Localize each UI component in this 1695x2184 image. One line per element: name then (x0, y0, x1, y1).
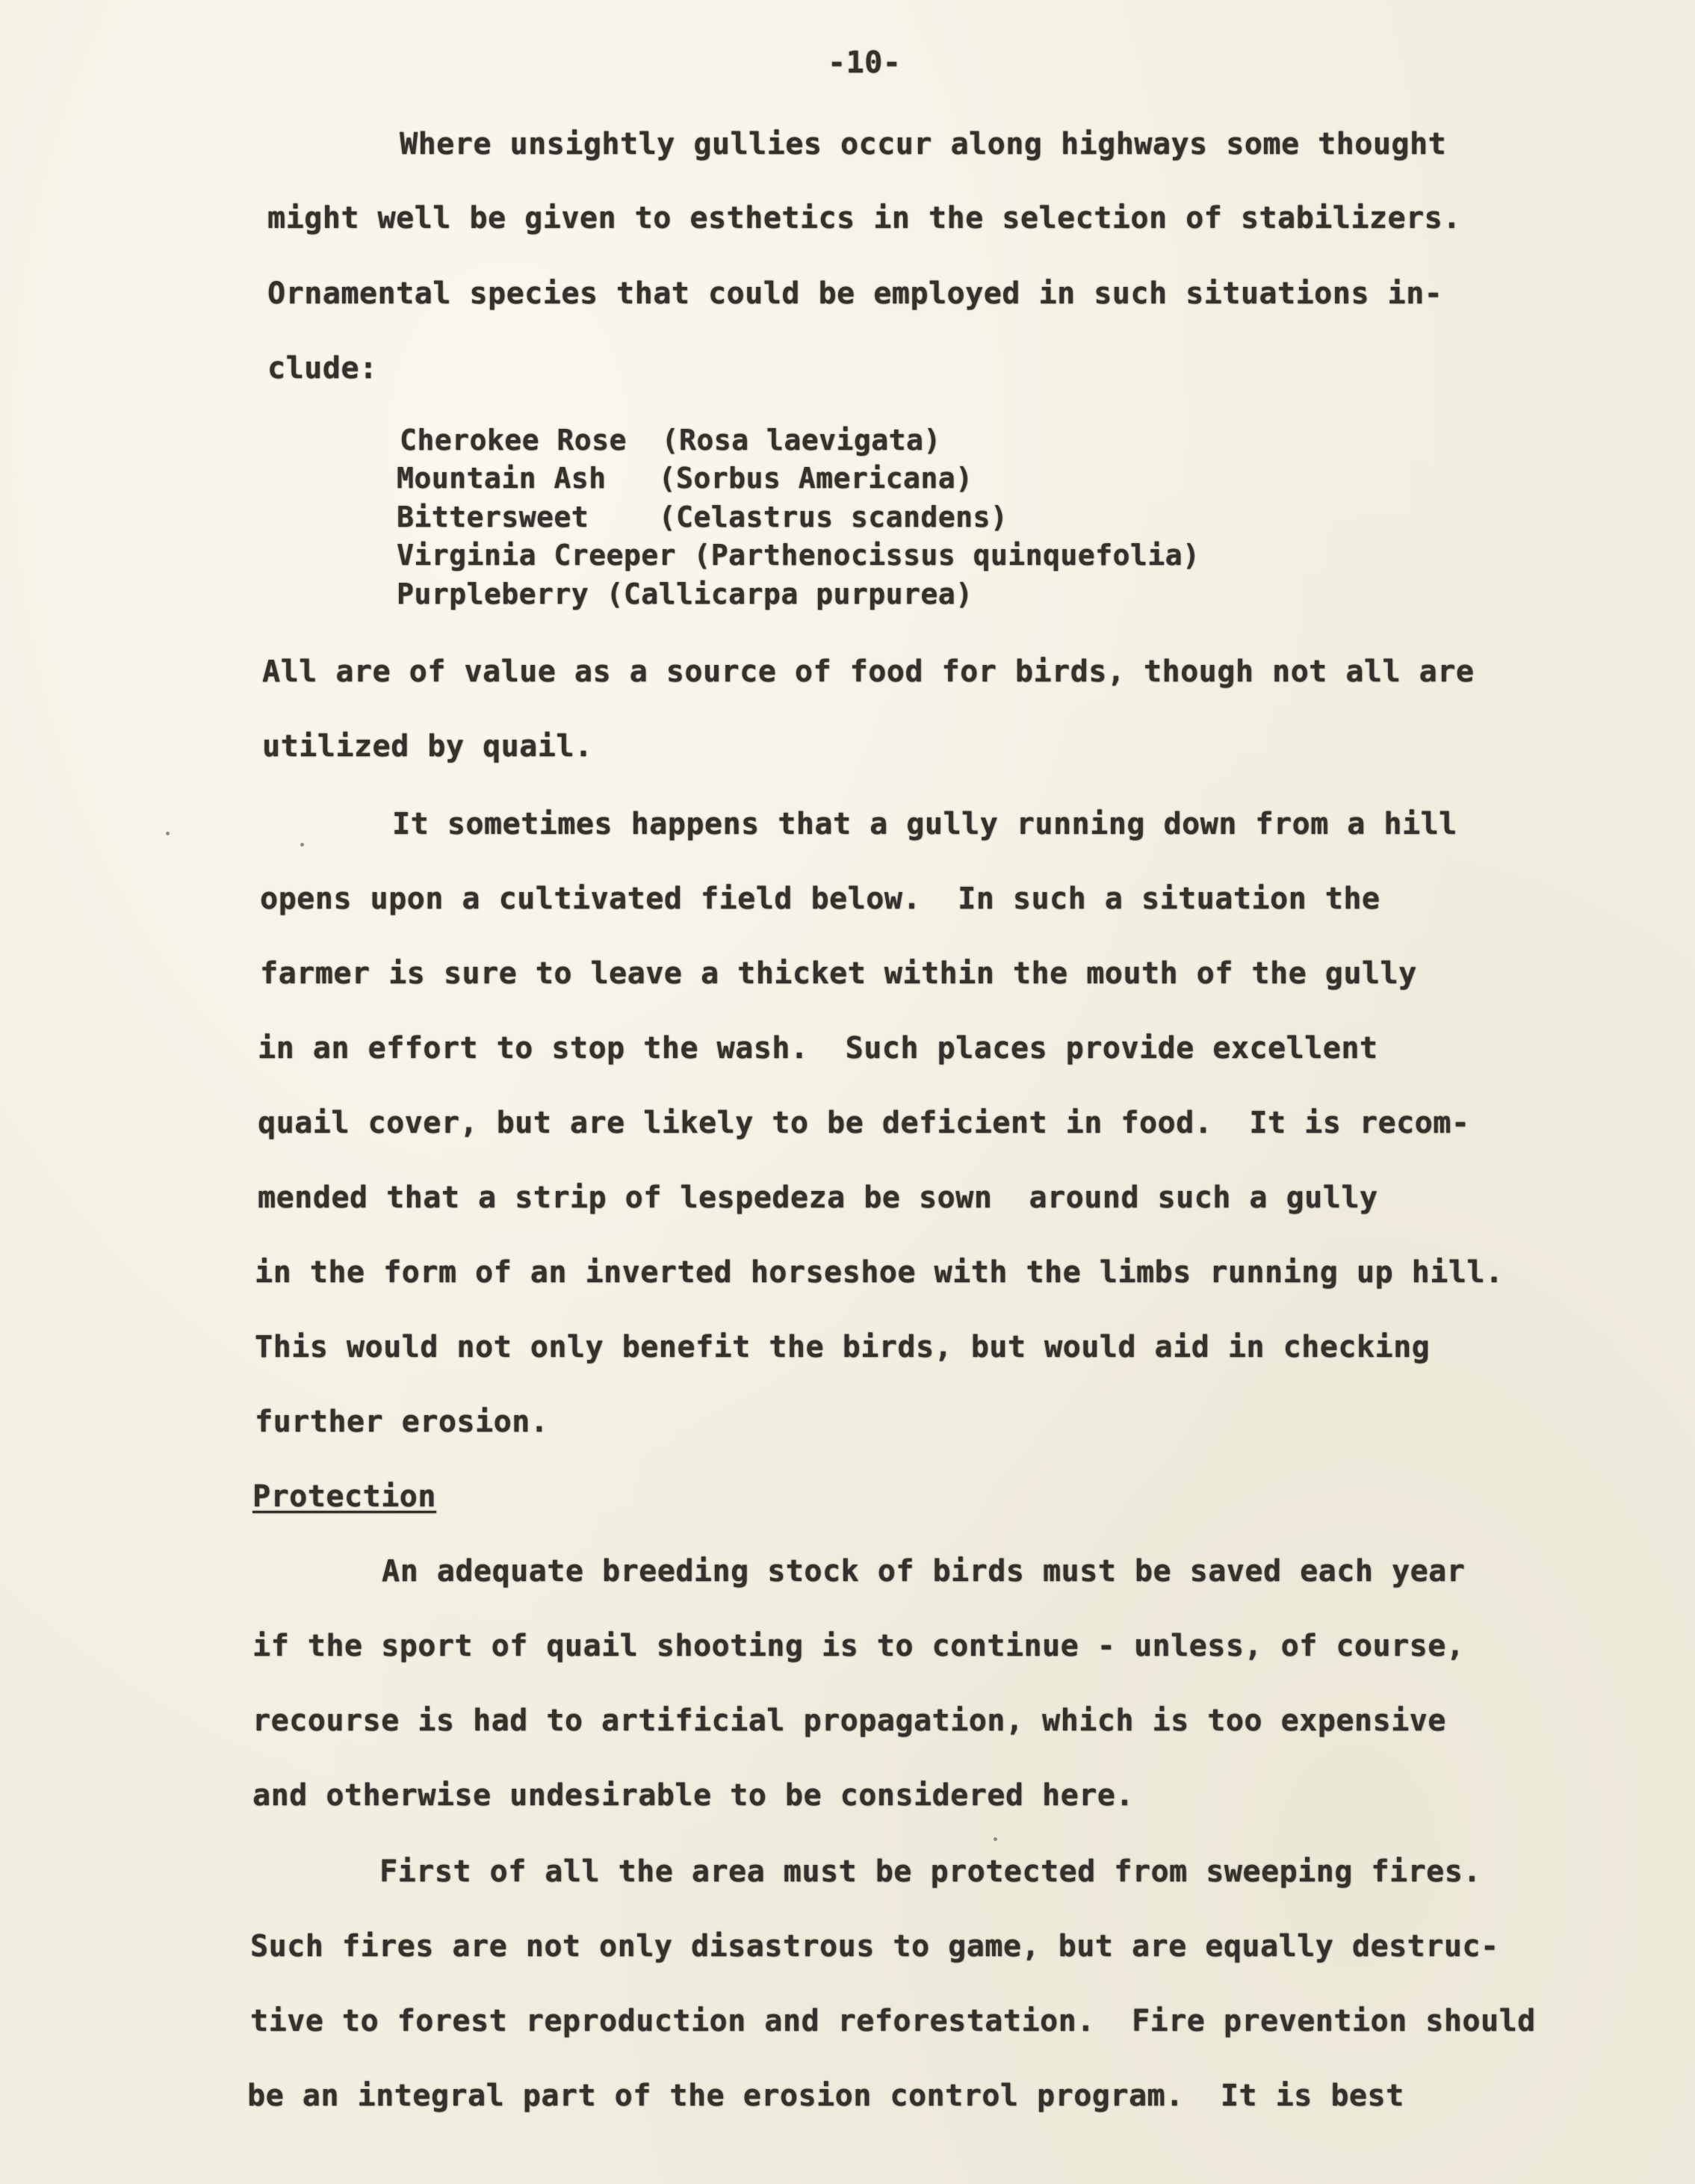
paragraph-1-line-2: might well be given to esthetics in the selection of stabilizers. (267, 201, 1461, 235)
paragraph-3-line-4: in an effort to stop the wash. Such places provide excellent (258, 1031, 1378, 1065)
species-item: Cherokee Rose (Rosa laevigata) (400, 424, 941, 457)
section-heading: Protection (252, 1479, 436, 1514)
paragraph-1-line-4: clude: (267, 351, 378, 386)
paragraph-5-line-3: tive to forest reproduction and reforestation. Fire prevention should (250, 2004, 1536, 2038)
paragraph-4-line-2: if the sport of quail shooting is to continue - unless, of course, (252, 1629, 1465, 1663)
paragraph-5-line-1: First of all the area must be protected from sweeping fires. (379, 1854, 1481, 1889)
paragraph-3-line-7: in the form of an inverted horseshoe with the limbs running up hill. (255, 1255, 1504, 1290)
paragraph-4-line-3: recourse is had to artificial propagation, which is too expensive (252, 1704, 1446, 1738)
species-item: Mountain Ash (Sorbus Americana) (397, 462, 973, 495)
paragraph-2-line-2: utilized by quail. (262, 729, 593, 764)
paragraph-4-line-1: An adequate breeding stock of birds must be saved each year (382, 1554, 1466, 1588)
paragraph-5-line-4: be an integral part of the erosion control program. It is best (247, 2079, 1404, 2113)
paragraph-1-line-1: Where unsightly gullies occur along highways some thought (400, 127, 1447, 161)
ink-speck (300, 843, 304, 847)
ink-speck (994, 1837, 997, 1841)
paragraph-3-line-3: farmer is sure to leave a thicket within the mouth of the gully (260, 956, 1417, 991)
ink-speck (166, 832, 170, 835)
species-item: Virginia Creeper (Parthenocissus quinquefolia) (397, 539, 1200, 572)
paragraph-5-line-2: Such fires are not only disastrous to game, but are equally destruc- (250, 1929, 1499, 1964)
species-item: Bittersweet (Celastrus scandens) (397, 501, 1008, 533)
paragraph-4-line-4: and otherwise undesirable to be considered here. (252, 1778, 1134, 1813)
paragraph-3-line-9: further erosion. (255, 1405, 549, 1439)
paragraph-3-line-1: It sometimes happens that a gully running down from a hill (392, 807, 1457, 841)
paragraph-2-line-1: All are of value as a source of food for birds, though not all are (262, 655, 1475, 689)
page-number: -10- (828, 46, 902, 80)
paragraph-3-line-2: opens upon a cultivated field below. In such a situation the (260, 882, 1381, 916)
paragraph-3-line-8: This would not only benefit the birds, but would aid in checking (255, 1330, 1431, 1364)
paragraph-3-line-6: mended that a strip of lespedeza be sown around such a gully (258, 1181, 1378, 1215)
paragraph-3-line-5: quail cover, but are likely to be deficient in food. It is recom- (258, 1106, 1470, 1140)
paragraph-1-line-3: Ornamental species that could be employed in such situations in- (267, 276, 1443, 311)
species-item: Purpleberry (Callicarpa purpurea) (397, 578, 973, 610)
